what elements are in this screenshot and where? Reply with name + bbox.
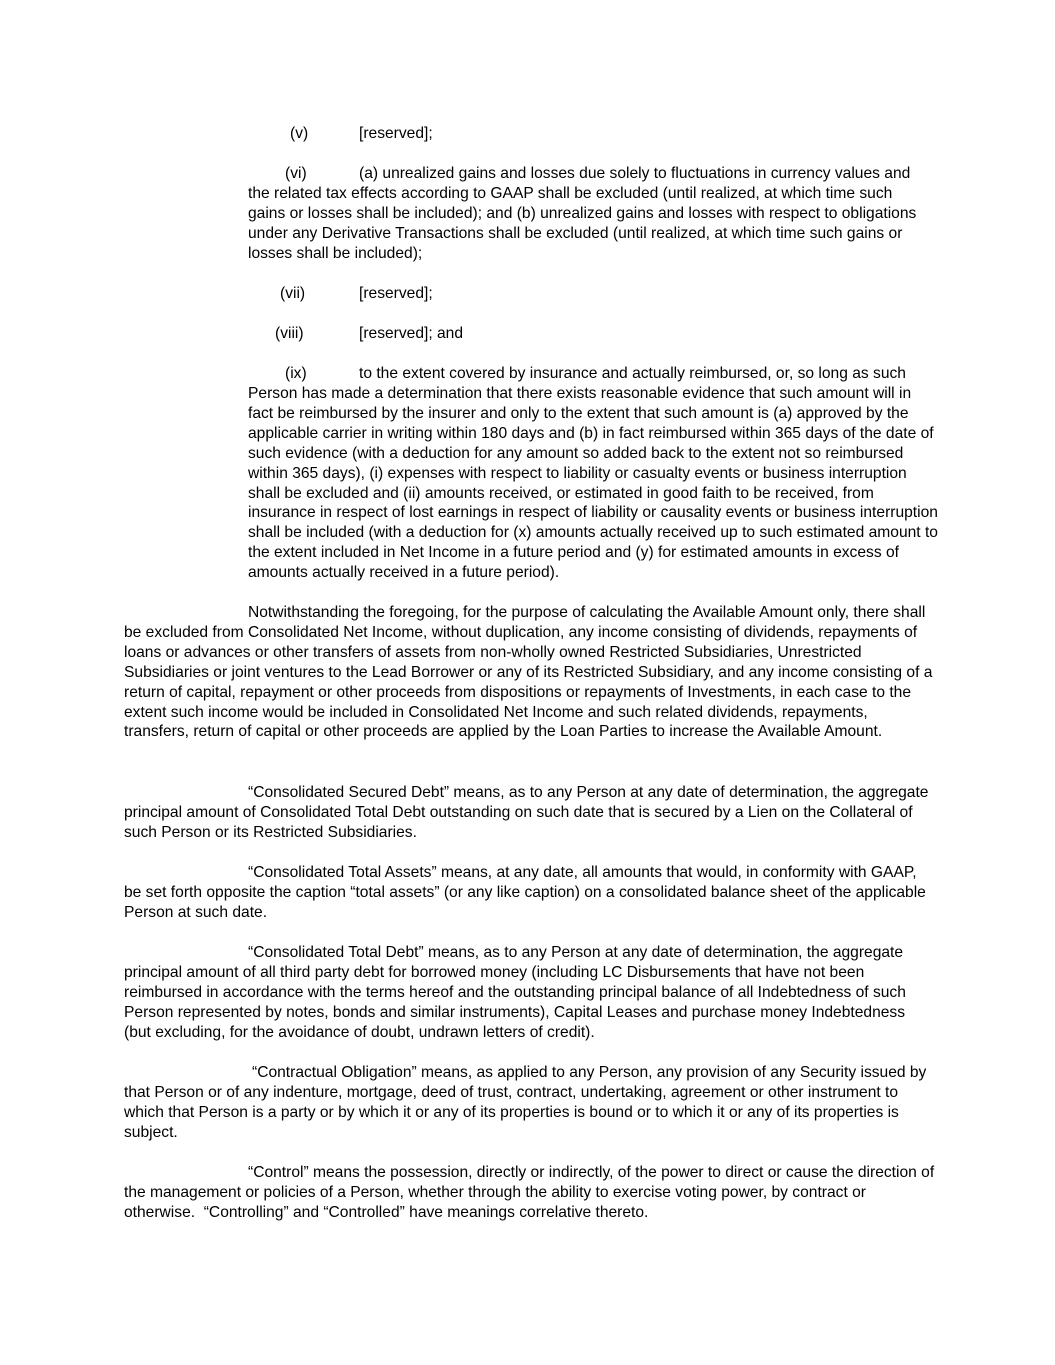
clause-ix-number: (ix): [285, 365, 307, 382]
definition-contractual-obligation: “Contractual Obligation” means, as applied to any Person, any provision of any Security issued by that Person or of any indenture, mortgage, deed of trust, contract, undertaking, agreement or other instrument to which that Person is a party or by which it or any of its properties is bound or to which it or any of its properties is subject.: [124, 1064, 927, 1141]
definition-consolidated-total-assets: “Consolidated Total Assets” means, at any date, all amounts that would, in conformity with GAAP, be set forth opposite the caption “total assets” (or any like caption) on a consolidated balance sheet of the applicable Person at such date.: [124, 864, 926, 921]
definition-consolidated-secured-debt: “Consolidated Secured Debt” means, as to any Person at any date of determination, the aggregate principal amount of Consolidated Total Debt outstanding on such date that is secured by a Lien on the Collateral of such Person or its Restricted Subsidiaries.: [124, 784, 929, 841]
clause-vi-number: (vi): [285, 165, 307, 182]
clause-v-text: [reserved];: [359, 125, 433, 142]
clause-ix-text: Person has made a determination that there exists reasonable evidence that such amount will in fact be reimbursed by the insurer and only to the extent that such amount is (a) approved by the applicable carrier in writing within 180 days and (b) in fact reimbursed within 365 days of the date of such evidence (with a deduction for any amount so added back to the extent not so reimbursed within 365 days), (i) expenses with respect to liability or casualty events or business interruption shall be excluded and (ii) amounts received, or estimated in good faith to be received, from insurance in respect of lost earnings in respect of liability or causality events or business interruption shall be included (with a deduction for (x) amounts actually received up to such estimated amount to the extent included in Net Income in a future period and (y) for estimated amounts in excess of amounts actually received in a future period).: [248, 385, 938, 582]
clause-vi-text: the related tax effects according to GAAP shall be excluded (until realized, at which time such gains or losses shall be included); and (b) unrealized gains and losses with respect to obligations under any Derivative Transactions shall be excluded (until realized, at which time such gains or losses shall be included);: [248, 185, 917, 262]
clause-vii-number: (vii): [280, 285, 306, 302]
clause-ix-first-line: to the extent covered by insurance and actually reimbursed, or, so long as such: [359, 365, 906, 382]
definition-control: “Control” means the possession, directly or indirectly, of the power to direct or cause the direction of the management or policies of a Person, whether through the ability to exercise voting power, by contract or otherwise. “Controlling” and “Controlled” have meanings correlative thereto.: [124, 1164, 939, 1221]
clause-viii-number: (viii): [275, 325, 304, 342]
clause-vii-text: [reserved];: [359, 285, 433, 302]
definition-consolidated-total-debt: “Consolidated Total Debt” means, as to any Person at any date of determination, the aggregate principal amount of all third party debt for borrowed money (including LC Disbursements that have not been reimbursed in accordance with the terms hereof and the outstanding principal balance of all Indebtedness of such Person represented by notes, bonds and similar instruments), Capital Leases and purchase money Indebtedness (but excluding, for the avoidance of doubt, undrawn letters of credit).: [124, 944, 906, 1041]
clause-vi-first-line: (a) unrealized gains and losses due solely to fluctuations in currency values and: [359, 165, 911, 182]
notwithstanding-paragraph: Notwithstanding the foregoing, for the purpose of calculating the Available Amount only, there shall be excluded from Consolidated Net Income, without duplication, any income consisting of dividends, repayments of loans or advances or other transfers of assets from non-wholly owned Restricted Subsidiaries, Unrestricted Subsidiaries or joint ventures to the Lead Borrower or any of its Restricted Subsidiary, and any income consisting of a return of capital, repayment or other proceeds from dispositions or repayments of Investments, in each case to the extent such income would be included in Consolidated Net Income and such related dividends, repayments, transfers, return of capital or other proceeds are applied by the Loan Parties to increase the Available Amount.: [124, 604, 933, 741]
clause-viii-text: [reserved]; and: [359, 325, 464, 342]
clause-v-number: (v): [290, 125, 309, 142]
